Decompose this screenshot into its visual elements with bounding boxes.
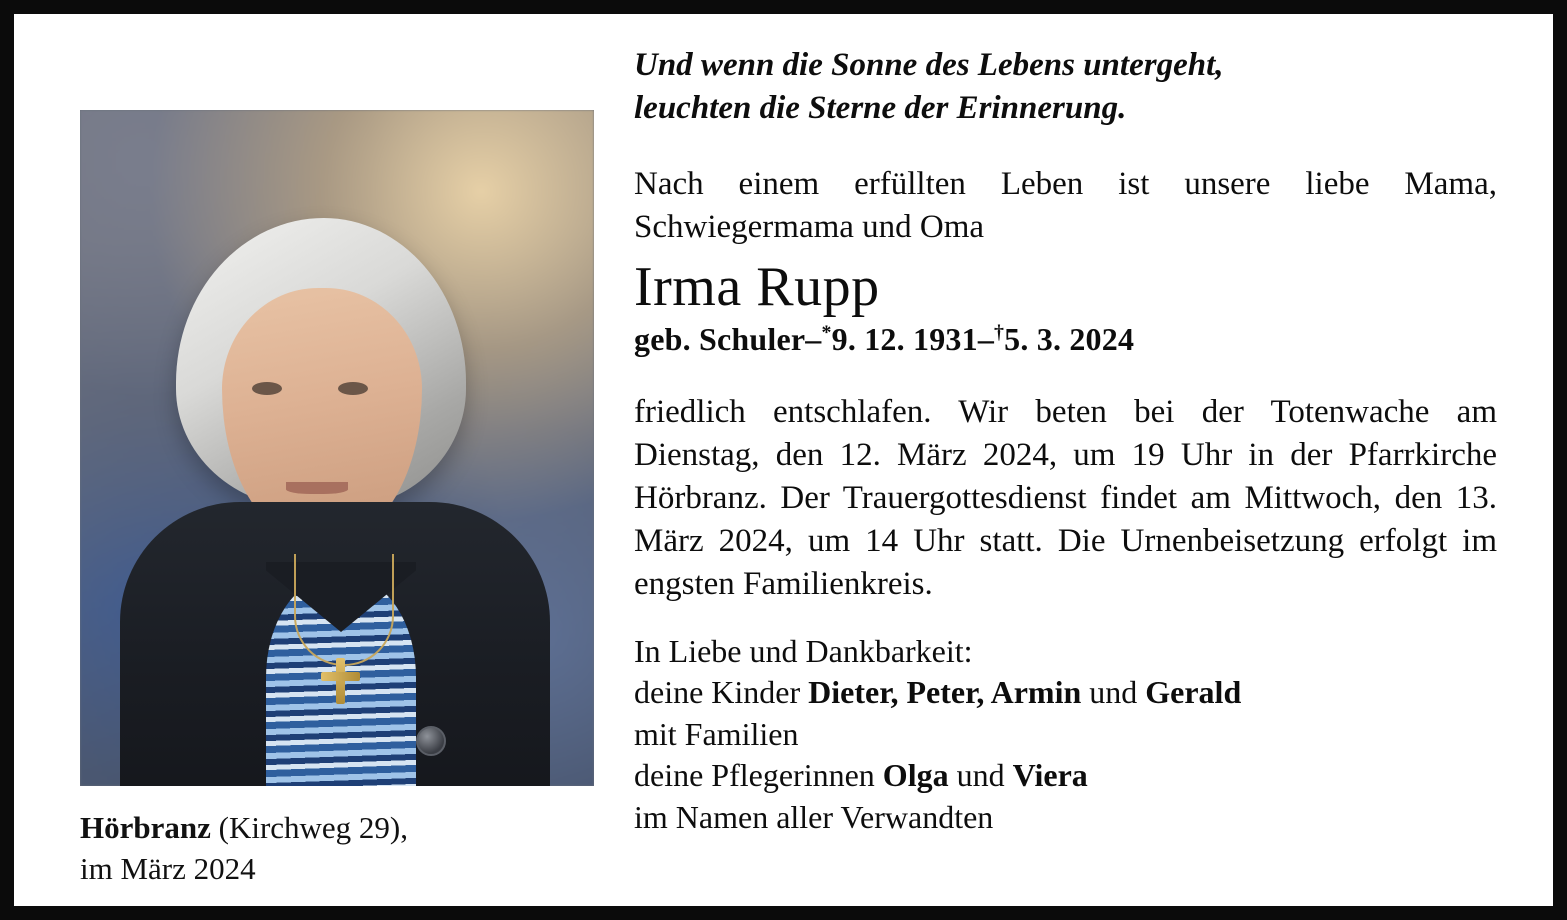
place-line <box>80 808 594 849</box>
memorial-verse <box>634 44 1497 130</box>
deceased-dates <box>634 321 1497 358</box>
birth-date: 9. 12. 1931 <box>831 320 978 357</box>
relatives-line: im Namen aller Verwandten <box>634 799 994 836</box>
carer-second-name: Viera <box>1012 757 1088 794</box>
carer-first-name: Olga <box>882 757 949 794</box>
verse-line-2: leuchten die Sterne der Erinnerung. <box>634 89 1127 126</box>
carers-line <box>634 755 1497 797</box>
closing-heading: In Liebe und Dankbarkeit: <box>634 632 973 669</box>
service-details-paragraph: friedlich entschlafen. Wir beten bei der Totenwache am Dienstag, den 12. März 2024, um 19 Uhr in der Pfarrkirche Hörbranz. Der Trauergottesdienst findet am Mittwoch, den 13. März 2024, um 14 Uhr statt. Die Urnenbeisetzung erfolgt im engsten Familienkreis. <box>634 393 1497 603</box>
place-address: (Kirchweg 29), <box>210 810 409 845</box>
carers-prefix: deine Pflegerinnen <box>634 757 883 794</box>
verse-line-1: Und wenn die Sonne des Lebens untergeht, <box>634 47 1224 83</box>
birth-star-icon: * <box>821 320 832 343</box>
photo-eye-right <box>338 382 368 395</box>
children-line <box>634 672 1497 714</box>
photo-necklace-chain <box>294 554 394 666</box>
dates-separator-1: – <box>805 320 822 357</box>
children-conjunction: und <box>1081 674 1146 711</box>
portrait-photo <box>80 110 594 786</box>
children-prefix: deine Kinder <box>634 674 809 711</box>
obituary-inner-frame <box>14 14 1553 906</box>
place-month: im März 2024 <box>80 850 256 886</box>
closing-block <box>634 631 1497 839</box>
children-names: Dieter, Peter, Armin <box>808 674 1082 711</box>
photo-cardigan-button <box>416 726 446 756</box>
portrait-column <box>14 14 614 906</box>
photo-eye-left <box>252 382 282 395</box>
death-date: 5. 3. 2024 <box>1004 320 1135 357</box>
children-last-name: Gerald <box>1145 674 1242 711</box>
text-column <box>614 14 1553 839</box>
place-name: Hörbranz <box>80 810 211 845</box>
cross-pendant-bar-icon <box>321 672 360 681</box>
carers-conjunction: und <box>948 757 1013 794</box>
families-line: mit Familien <box>634 715 799 752</box>
death-cross-icon: † <box>994 320 1005 343</box>
maiden-name: geb. Schuler <box>634 320 806 357</box>
cross-pendant-icon <box>336 658 345 704</box>
place-and-date <box>80 808 594 890</box>
dates-separator-2: – <box>977 320 995 357</box>
photo-mouth <box>286 482 348 494</box>
deceased-name: Irma Rupp <box>634 255 880 318</box>
intro-paragraph: Nach einem erfüllten Leben ist unsere liebe Mama, Schwiegermama und Oma <box>634 165 1497 246</box>
